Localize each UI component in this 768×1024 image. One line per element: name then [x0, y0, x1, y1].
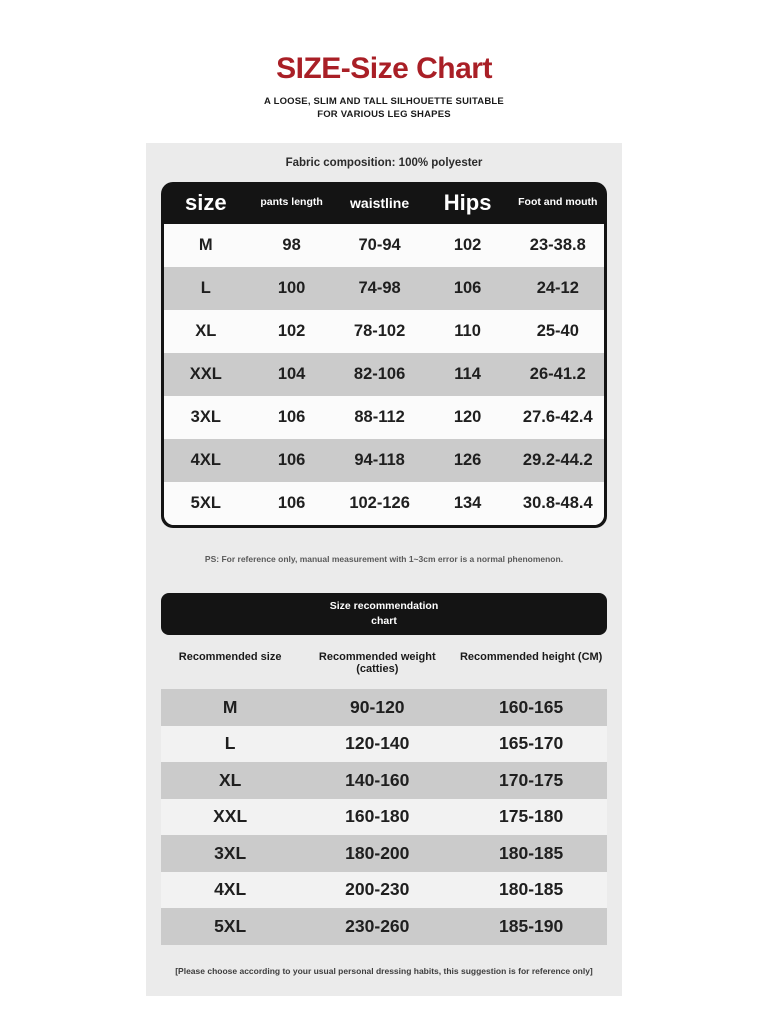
table-row: [164, 482, 604, 525]
cell-hips: 134: [453, 494, 482, 512]
table-row: [164, 267, 604, 310]
size-table-body: [164, 224, 604, 525]
cell-size: XL: [195, 322, 217, 340]
cell-pants-length: 102: [277, 322, 306, 340]
cell-foot-mouth: 30.8-48.4: [522, 494, 593, 512]
cell-waistline: 94-118: [354, 451, 405, 469]
column-header-size: size: [185, 190, 227, 215]
cell-height: 185-190: [499, 915, 564, 936]
cell-foot-mouth: 26-41.2: [529, 365, 586, 383]
cell-size: L: [224, 733, 236, 754]
table-row: [161, 835, 607, 872]
cell-pants-length: 106: [277, 408, 306, 426]
recommendation-table-body: [161, 689, 607, 945]
cell-hips: 102: [453, 236, 482, 254]
page-subtitle: [0, 96, 768, 122]
cell-waistline: 102-126: [349, 494, 410, 512]
cell-height: 170-175: [499, 769, 564, 790]
cell-size: 5XL: [214, 915, 247, 936]
cell-waistline: 82-106: [353, 365, 406, 383]
cell-hips: 114: [454, 365, 481, 383]
table-row: [164, 224, 604, 267]
cell-hips: 120: [453, 408, 482, 426]
cell-foot-mouth: 24-12: [536, 279, 579, 297]
subtitle-line-2: FOR VARIOUS LEG SHAPES: [317, 108, 451, 120]
table-row: [161, 689, 607, 726]
table-row: [161, 762, 607, 799]
cell-size: 5XL: [190, 494, 221, 512]
subtitle-line-1: A LOOSE, SLIM AND TALL SILHOUETTE SUITABLE: [264, 96, 504, 107]
column-header-foot-and-mouth: Foot and mouth: [518, 196, 598, 209]
cell-weight: 140-160: [345, 769, 410, 790]
table-row: [164, 396, 604, 439]
column-header-waistline: waistline: [350, 195, 410, 211]
cell-waistline: 78-102: [353, 322, 406, 340]
table-row: [164, 310, 604, 353]
ps-disclaimer-note: PS: For reference only, manual measurement with 1~3cm error is a normal phenomenon.: [204, 554, 564, 564]
cell-size: XL: [218, 769, 242, 790]
cell-waistline: 88-112: [354, 408, 405, 426]
table-row: [164, 353, 604, 396]
cell-height: 165-170: [499, 733, 564, 754]
cell-height: 175-180: [499, 806, 564, 827]
banner-line-1: Size recommendation: [329, 600, 439, 613]
table-row: [161, 726, 607, 763]
column-header-pants-length: pants length: [260, 196, 323, 209]
table-row: [164, 439, 604, 482]
cell-waistline: 70-94: [358, 236, 401, 254]
cell-height: 180-185: [499, 879, 564, 900]
cell-foot-mouth: 29.2-44.2: [522, 451, 593, 469]
cell-size: M: [198, 236, 213, 254]
cell-hips: 126: [453, 451, 482, 469]
recommendation-banner: [161, 593, 607, 635]
cell-pants-length: 106: [277, 494, 306, 512]
fabric-composition-note: Fabric composition: 100% polyester: [285, 157, 483, 169]
cell-size: 4XL: [214, 879, 247, 900]
column-header-recommended-height: Recommended height (CM): [459, 651, 603, 663]
page-title: SIZE-Size Chart: [276, 52, 492, 85]
cell-weight: 200-230: [345, 879, 410, 900]
cell-size: L: [200, 279, 211, 297]
cell-height: 180-185: [499, 842, 564, 863]
cell-waistline: 74-98: [358, 279, 401, 297]
cell-pants-length: 104: [277, 365, 306, 383]
cell-weight: 180-200: [345, 842, 410, 863]
cell-size: XXL: [213, 806, 248, 827]
cell-size: 3XL: [190, 408, 221, 426]
cell-pants-length: 98: [282, 236, 301, 254]
chart-panel: [146, 143, 622, 996]
cell-size: M: [222, 696, 238, 717]
column-header-hips: Hips: [443, 190, 492, 215]
footer-disclaimer-note: [Please choose according to your usual personal dressing habits, this suggestion is for reference only]: [175, 965, 593, 976]
cell-size: 3XL: [214, 842, 247, 863]
cell-weight: 160-180: [345, 806, 410, 827]
cell-foot-mouth: 27.6-42.4: [522, 408, 593, 426]
cell-foot-mouth: 25-40: [536, 322, 579, 340]
cell-weight: 230-260: [345, 915, 410, 936]
cell-height: 160-165: [499, 696, 564, 717]
cell-size: 4XL: [190, 451, 221, 469]
size-measurement-table: [161, 182, 607, 528]
cell-pants-length: 100: [277, 279, 306, 297]
cell-size: XXL: [189, 365, 222, 383]
page-header: [0, 52, 768, 122]
cell-weight: 90-120: [350, 696, 405, 717]
cell-foot-mouth: 23-38.8: [529, 236, 586, 254]
cell-hips: 106: [453, 279, 482, 297]
cell-weight: 120-140: [345, 733, 410, 754]
banner-line-2: chart: [371, 615, 397, 627]
size-table-header-row: [164, 182, 604, 224]
cell-pants-length: 106: [277, 451, 306, 469]
recommendation-header-row: [161, 651, 607, 675]
table-row: [161, 872, 607, 909]
column-header-recommended-size: Recommended size: [178, 651, 282, 663]
column-header-recommended-weight: Recommended weight (catties): [318, 651, 436, 675]
table-row: [161, 799, 607, 836]
cell-hips: 110: [454, 322, 481, 340]
table-row: [161, 908, 607, 945]
